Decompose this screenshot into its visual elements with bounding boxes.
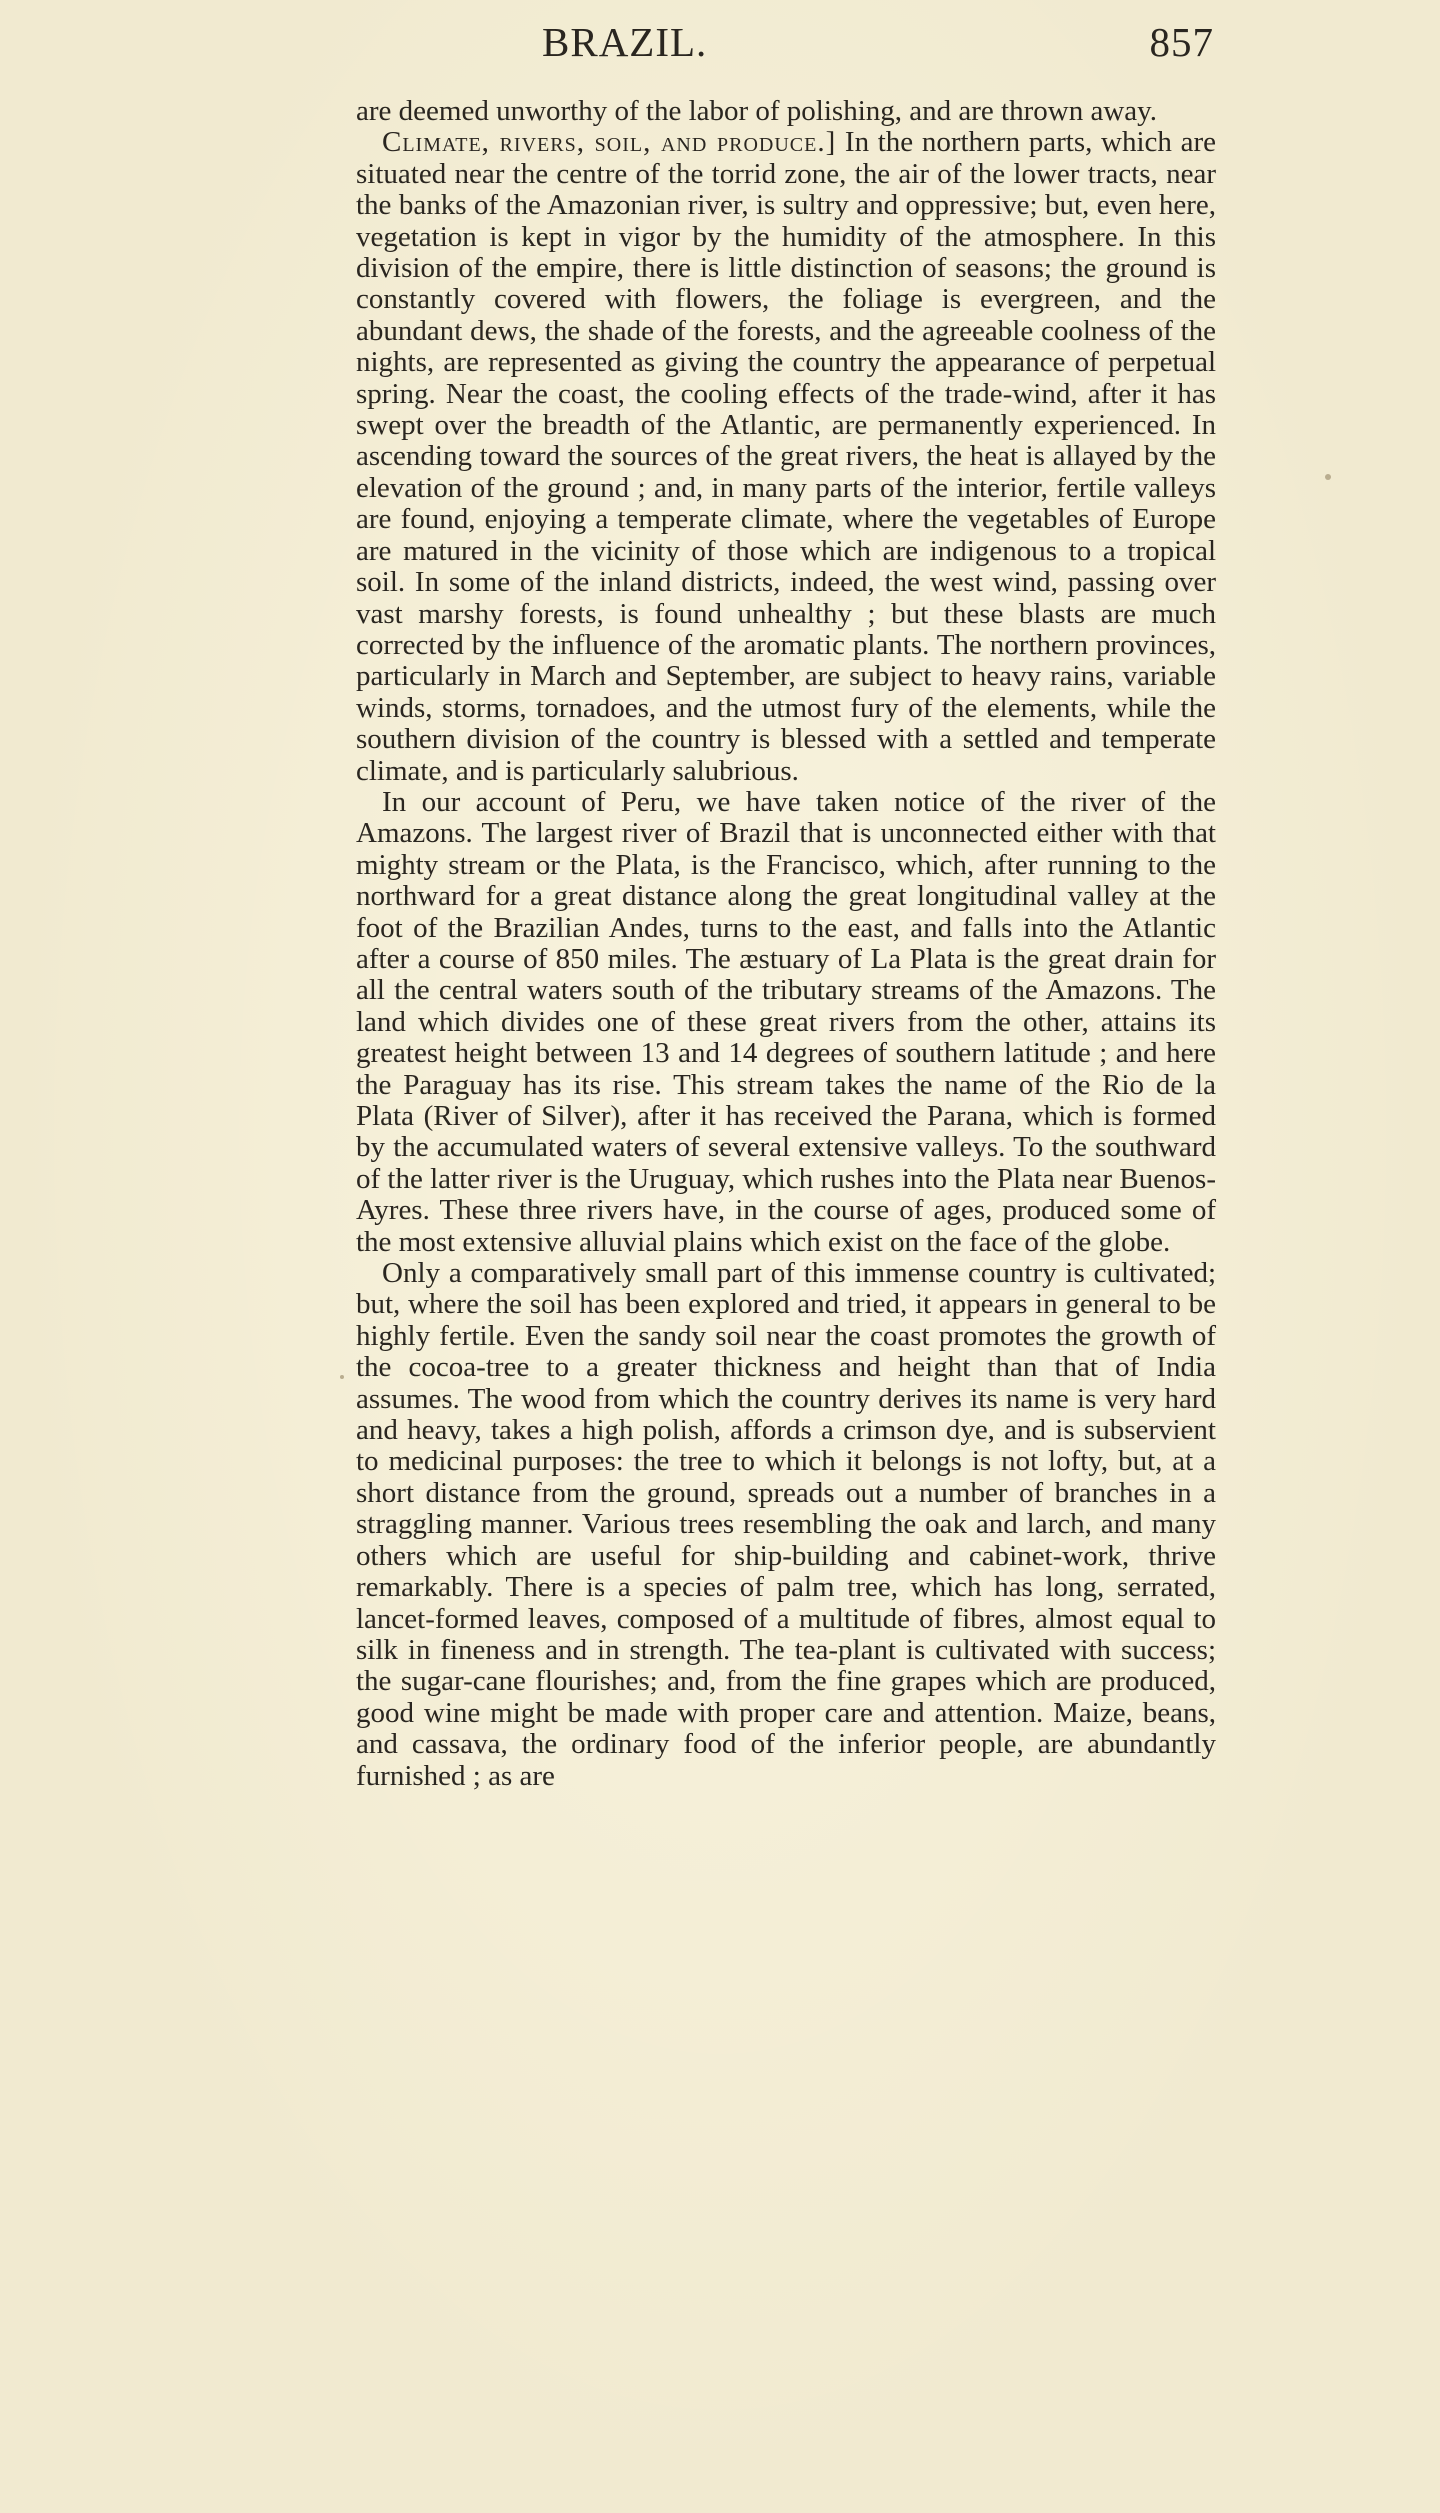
paragraph-rivers <box>356 787 1216 1258</box>
paragraph-text: In the northern parts, which are situated near the centre of the torrid zone, the air of the lower tracts, near the banks of the Amazonian river, is sultry and oppressive; but, even here, vegetation is kept in vigor by the humidity of the atmosphere. In this division of the empire, there is little distinction of seasons; the ground is constantly covered with flowers, the foliage is evergreen, and the abundant dews, the shade of the forests, and the agreeable coolness of the nights, are represented as giving the country the appearance of perpetual spring. Near the coast, the cooling effects of the trade-wind, after it has swept over the breadth of the Atlantic, are permanently experienced. In ascending toward the sources of the great rivers, the heat is allayed by the elevation of the ground ; and, in many parts of the interior, fertile valleys are found, enjoying a temperate climate, where the vegetables of Europe are matured in the vicinity of those which are indigenous to a tropical soil. In some of the inland districts, indeed, the west wind, passing over vast marshy forests, is found unhealthy ; but these blasts are much corrected by the influence of the aromatic plants. The northern provinces, particularly in March and September, are subject to heavy rains, variable winds, storms, tornadoes, and the utmost fury of the elements, while the southern division of the country is blessed with a settled and temperate climate, and is particularly salubrious. <box>356 126 1216 787</box>
body-text <box>356 96 1216 1792</box>
section-heading: Climate, rivers, soil, and produce.] <box>382 126 837 159</box>
paper-speck <box>340 1375 344 1379</box>
running-head <box>374 18 1214 78</box>
paragraph-soil <box>356 1258 1216 1792</box>
paragraph-text: are deemed unworthy of the labor of polishing, and are thrown away. <box>356 95 1157 127</box>
paper-speck <box>1325 474 1331 480</box>
paragraph-continued <box>356 96 1216 127</box>
page-number: 857 <box>1149 19 1214 65</box>
paragraph-climate <box>356 127 1216 787</box>
paragraph-text: Only a comparatively small part of this immense country is cultivated; but, where the soil has been explored and tried, it appears in general to be highly fertile. Even the sandy soil near the coast promotes the growth of the cocoa-tree to a greater thickness and height than that of India assumes. The wood from which the country derives its name is very hard and heavy, takes a high polish, affords a crimson dye, and is subservient to medicinal purposes: the tree to which it belongs is not lofty, but, at a short distance from the ground, spreads out a number of branches in a straggling manner. Various trees resembling the oak and larch, and many others which are useful for ship-building and cabinet-work, thrive remarkably. There is a species of palm tree, which has long, serrated, lancet-formed leaves, composed of a multitude of fibres, almost equal to silk in fineness and in strength. The tea-plant is cultivated with success; the sugar-cane flourishes; and, from the fine grapes which are produced, good wine might be made with proper care and attention. Maize, beans, and cassava, the ordinary food of the inferior people, are abundantly furnished ; as are <box>356 1257 1216 1792</box>
page-title: BRAZIL. <box>542 19 708 65</box>
paragraph-text: In our account of Peru, we have taken notice of the river of the Amazons. The largest river of Brazil that is unconnected either with that mighty stream or the Plata, is the Francisco, which, after running to the northward for a great distance along the great longitudinal valley at the foot of the Brazilian Andes, turns to the east, and falls into the Atlantic after a course of 850 miles. The æstuary of La Plata is the great drain for all the central waters south of the tributary streams of the Amazons. The land which divides one of these great rivers from the other, attains its greatest height between 13 and 14 degrees of southern latitude ; and here the Paraguay has its rise. This stream takes the name of the Rio de la Plata (River of Silver), after it has received the Parana, which is formed by the accumulated waters of several extensive valleys. To the southward of the latter river is the Uruguay, which rushes into the Plata near Buenos-Ayres. These three rivers have, in the course of ages, produced some of the most extensive alluvial plains which exist on the face of the globe. <box>356 785 1216 1258</box>
